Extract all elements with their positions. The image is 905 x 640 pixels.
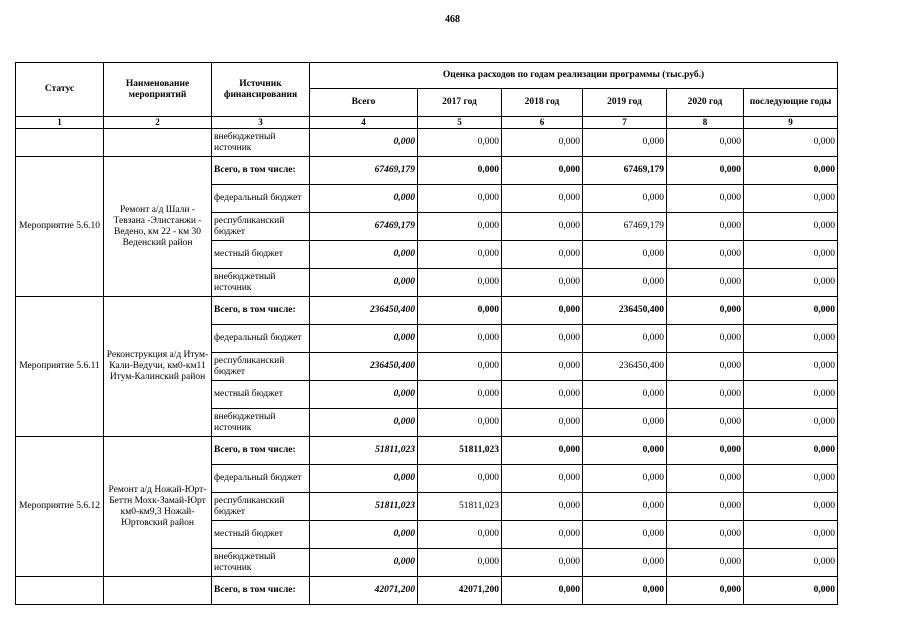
status-cell [16, 577, 104, 605]
col-num: 4 [310, 117, 418, 129]
header-name: Наименование мероприятий [104, 63, 212, 117]
value-cell: 0,000 [310, 269, 418, 297]
col-num: 5 [418, 117, 502, 129]
value-cell: 0,000 [502, 325, 583, 353]
col-num: 1 [16, 117, 104, 129]
value-cell: 67469,179 [310, 213, 418, 241]
page-number: 468 [445, 14, 460, 25]
value-cell: 0,000 [502, 493, 583, 521]
value-cell: 0,000 [583, 577, 667, 605]
header-col-2018: 2018 год [502, 89, 583, 117]
value-cell: 0,000 [418, 129, 502, 157]
value-cell: 0,000 [502, 129, 583, 157]
header-col-2017: 2017 год [418, 89, 502, 117]
value-cell: 0,000 [502, 297, 583, 325]
value-cell: 67469,179 [583, 157, 667, 185]
status-cell: Мероприятие 5.6.10 [16, 157, 104, 297]
value-cell: 0,000 [744, 269, 838, 297]
value-cell: 0,000 [502, 241, 583, 269]
value-cell: 0,000 [667, 185, 744, 213]
value-cell: 0,000 [310, 129, 418, 157]
value-cell: 51811,023 [418, 437, 502, 465]
value-cell: 0,000 [310, 381, 418, 409]
value-cell: 0,000 [502, 465, 583, 493]
value-cell: 0,000 [667, 409, 744, 437]
value-cell: 0,000 [418, 213, 502, 241]
value-cell: 0,000 [310, 521, 418, 549]
value-cell: 0,000 [502, 157, 583, 185]
status-cell: Мероприятие 5.6.11 [16, 297, 104, 437]
value-cell: 0,000 [418, 549, 502, 577]
value-cell: 236450,400 [310, 297, 418, 325]
source-cell: Всего, в том числе: [212, 577, 310, 605]
name-cell: Реконструкция а/д Итум-Кали-Ведучи, км0-км11 Итум-Калинский район [104, 297, 212, 437]
value-cell: 0,000 [583, 465, 667, 493]
name-cell: Ремонт а/д Ножай-Юрт-Беттн Мохк-Замай-Юрт км0-км9,3 Ножай-Юртовский район [104, 437, 212, 577]
value-cell: 0,000 [502, 381, 583, 409]
col-num: 6 [502, 117, 583, 129]
source-cell: федеральный бюджет [212, 185, 310, 213]
value-cell: 0,000 [502, 437, 583, 465]
table-row [16, 437, 838, 465]
value-cell: 0,000 [583, 185, 667, 213]
value-cell: 0,000 [502, 269, 583, 297]
source-cell: республиканский бюджет [212, 493, 310, 521]
value-cell: 0,000 [583, 437, 667, 465]
value-cell: 0,000 [310, 185, 418, 213]
value-cell: 0,000 [502, 213, 583, 241]
value-cell: 0,000 [418, 157, 502, 185]
col-num: 7 [583, 117, 667, 129]
value-cell: 0,000 [667, 381, 744, 409]
table-row [16, 157, 838, 185]
value-cell: 51811,023 [418, 493, 502, 521]
value-cell: 0,000 [744, 381, 838, 409]
value-cell: 0,000 [744, 129, 838, 157]
header-source: Источник финансирования [212, 63, 310, 117]
source-cell: внебюджетный источник [212, 269, 310, 297]
value-cell: 0,000 [418, 353, 502, 381]
value-cell: 0,000 [744, 297, 838, 325]
header-col-2020: 2020 год [667, 89, 744, 117]
value-cell: 0,000 [583, 241, 667, 269]
value-cell: 51811,023 [310, 493, 418, 521]
header-col-total: Всего [310, 89, 418, 117]
value-cell: 0,000 [502, 549, 583, 577]
source-cell: федеральный бюджет [212, 465, 310, 493]
value-cell: 0,000 [744, 157, 838, 185]
value-cell: 0,000 [418, 269, 502, 297]
value-cell: 0,000 [583, 381, 667, 409]
name-cell: Ремонт а/д Шали - Тевзана -Элистанжи - Ведено, км 22 - км 30 Веденский район [104, 157, 212, 297]
value-cell: 0,000 [667, 353, 744, 381]
header-estimate: Оценка расходов по годам реализации программы (тыс.руб.) [310, 63, 838, 89]
source-cell: Всего, в том числе: [212, 157, 310, 185]
value-cell: 0,000 [744, 353, 838, 381]
value-cell: 0,000 [310, 241, 418, 269]
name-cell [104, 129, 212, 157]
value-cell: 0,000 [744, 465, 838, 493]
value-cell: 42071,200 [310, 577, 418, 605]
value-cell: 0,000 [502, 577, 583, 605]
value-cell: 0,000 [744, 493, 838, 521]
table-row [16, 577, 838, 605]
value-cell: 0,000 [744, 437, 838, 465]
source-cell: местный бюджет [212, 521, 310, 549]
value-cell: 0,000 [310, 465, 418, 493]
value-cell: 0,000 [667, 521, 744, 549]
value-cell: 236450,400 [310, 353, 418, 381]
value-cell: 0,000 [667, 297, 744, 325]
source-cell: республиканский бюджет [212, 213, 310, 241]
value-cell: 0,000 [667, 437, 744, 465]
source-cell: федеральный бюджет [212, 325, 310, 353]
value-cell: 67469,179 [310, 157, 418, 185]
value-cell: 0,000 [502, 521, 583, 549]
status-cell: Мероприятие 5.6.12 [16, 437, 104, 577]
value-cell: 0,000 [583, 325, 667, 353]
value-cell: 0,000 [744, 577, 838, 605]
value-cell: 0,000 [667, 213, 744, 241]
source-cell: местный бюджет [212, 241, 310, 269]
source-cell: внебюджетный источник [212, 129, 310, 157]
value-cell: 0,000 [418, 241, 502, 269]
value-cell: 0,000 [418, 297, 502, 325]
value-cell: 0,000 [667, 269, 744, 297]
value-cell: 0,000 [418, 185, 502, 213]
header-status: Статус [16, 63, 104, 117]
value-cell: 0,000 [310, 549, 418, 577]
value-cell: 0,000 [418, 381, 502, 409]
value-cell: 0,000 [667, 241, 744, 269]
source-cell: республиканский бюджет [212, 353, 310, 381]
value-cell: 0,000 [418, 465, 502, 493]
value-cell: 0,000 [583, 493, 667, 521]
value-cell: 0,000 [744, 325, 838, 353]
value-cell: 0,000 [502, 185, 583, 213]
value-cell: 0,000 [502, 353, 583, 381]
value-cell: 0,000 [583, 521, 667, 549]
value-cell: 0,000 [418, 325, 502, 353]
value-cell: 51811,023 [310, 437, 418, 465]
table-row [16, 297, 838, 325]
value-cell: 0,000 [744, 409, 838, 437]
value-cell: 0,000 [667, 549, 744, 577]
value-cell: 0,000 [667, 157, 744, 185]
header-col-later: последующие годы [744, 89, 838, 117]
col-num: 2 [104, 117, 212, 129]
value-cell: 0,000 [744, 241, 838, 269]
value-cell: 0,000 [667, 577, 744, 605]
value-cell: 67469,179 [583, 213, 667, 241]
value-cell: 0,000 [583, 129, 667, 157]
value-cell: 0,000 [667, 493, 744, 521]
value-cell: 0,000 [667, 465, 744, 493]
source-cell: внебюджетный источник [212, 549, 310, 577]
col-num: 9 [744, 117, 838, 129]
value-cell: 0,000 [744, 521, 838, 549]
value-cell: 0,000 [310, 409, 418, 437]
source-cell: Всего, в том числе: [212, 297, 310, 325]
value-cell: 236450,400 [583, 297, 667, 325]
source-cell: внебюджетный источник [212, 409, 310, 437]
col-num: 8 [667, 117, 744, 129]
status-cell [16, 129, 104, 157]
value-cell: 0,000 [744, 213, 838, 241]
budget-table [15, 62, 838, 605]
value-cell: 0,000 [667, 129, 744, 157]
value-cell: 0,000 [583, 549, 667, 577]
header-col-2019: 2019 год [583, 89, 667, 117]
name-cell [104, 577, 212, 605]
value-cell: 42071,200 [418, 577, 502, 605]
value-cell: 236450,400 [583, 353, 667, 381]
value-cell: 0,000 [583, 269, 667, 297]
value-cell: 0,000 [502, 409, 583, 437]
value-cell: 0,000 [744, 185, 838, 213]
source-cell: Всего, в том числе: [212, 437, 310, 465]
value-cell: 0,000 [667, 325, 744, 353]
value-cell: 0,000 [310, 325, 418, 353]
col-num: 3 [212, 117, 310, 129]
value-cell: 0,000 [418, 409, 502, 437]
table-row [16, 129, 838, 157]
source-cell: местный бюджет [212, 381, 310, 409]
value-cell: 0,000 [583, 409, 667, 437]
value-cell: 0,000 [418, 521, 502, 549]
value-cell: 0,000 [744, 549, 838, 577]
